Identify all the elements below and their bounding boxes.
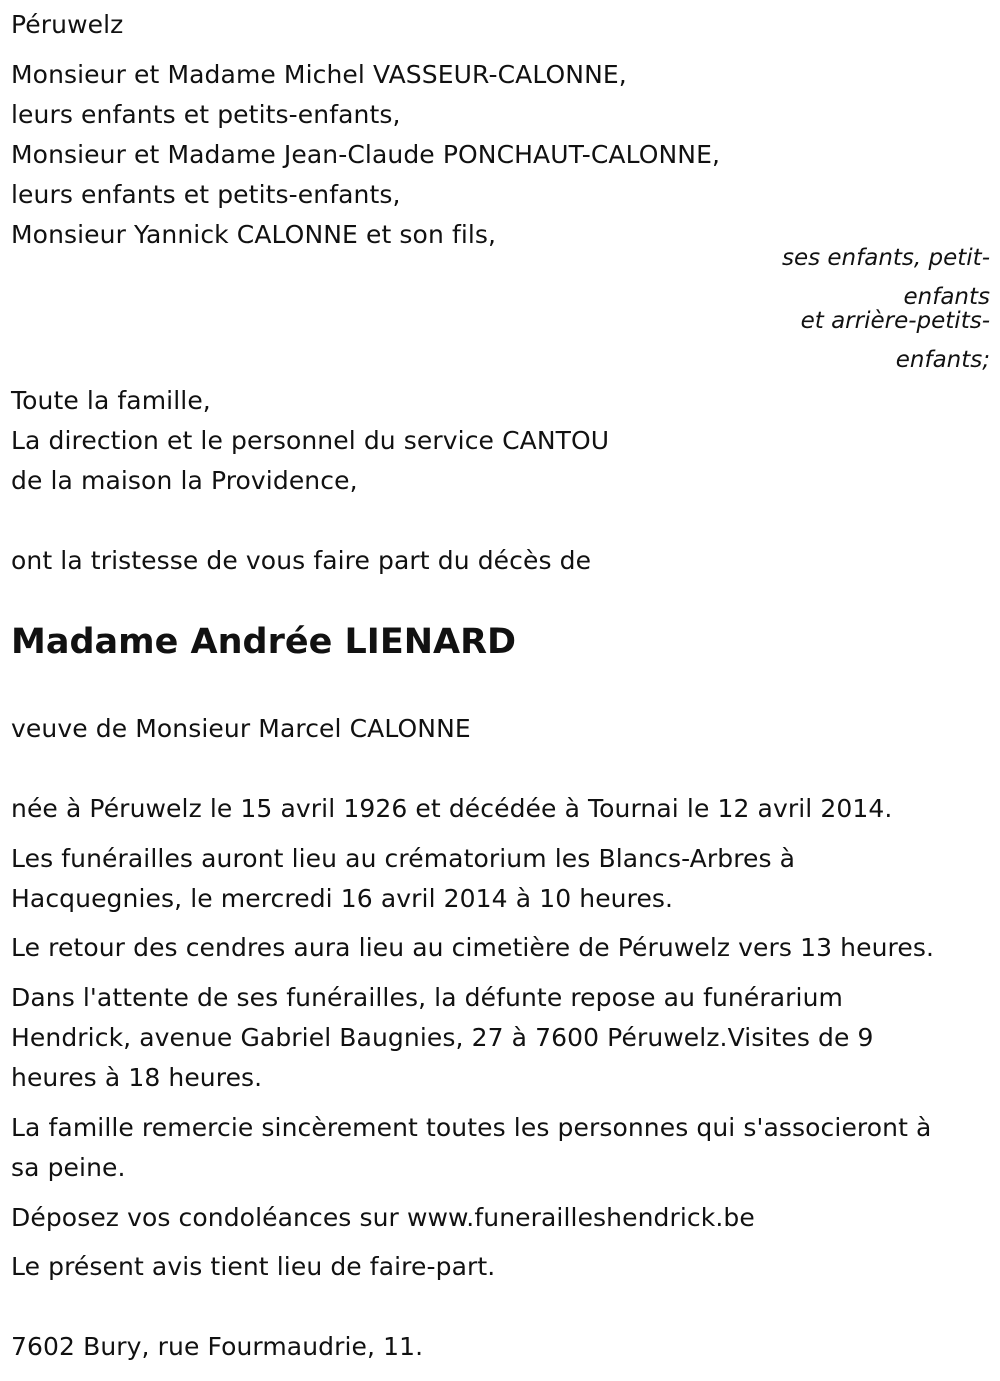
family-other-line: de la maison la Providence, xyxy=(11,466,358,495)
funeral-info-line: Les funérailles auront lieu au crématorium les Blancs-Arbres à xyxy=(11,844,796,873)
condolences-line: Déposez vos condoléances sur www.funerailleshendrick.be xyxy=(11,1203,755,1232)
announcement-text: ont la tristesse de vous faire part du décès de xyxy=(11,546,592,575)
family-address: 7602 Bury, rue Fourmaudrie, 11. xyxy=(11,1332,424,1361)
ashes-info: Le retour des cendres aura lieu au cimetière de Péruwelz vers 13 heures. xyxy=(11,933,934,962)
funerarium-info-line: Dans l'attente de ses funérailles, la défunte repose au funérarium xyxy=(11,983,843,1012)
family-line: leurs enfants et petits-enfants, xyxy=(11,180,401,209)
funerarium-info-line: Hendrick, avenue Gabriel Baugnies, 27 à 7600 Péruwelz.Visites de 9 xyxy=(11,1023,874,1052)
thanks-line: sa peine. xyxy=(11,1153,126,1182)
thanks-line: La famille remercie sincèrement toutes les personnes qui s'associeront à xyxy=(11,1113,932,1142)
notice-line: Le présent avis tient lieu de faire-part. xyxy=(11,1252,496,1281)
family-line: Monsieur et Madame Michel VASSEUR-CALONNE, xyxy=(11,60,627,89)
family-line: Monsieur et Madame Jean-Claude PONCHAUT-CALONNE, xyxy=(11,140,721,169)
place-header: Péruwelz xyxy=(11,10,124,39)
descendants-line: ses enfants, petit- xyxy=(781,245,990,271)
family-other-line: La direction et le personnel du service CANTOU xyxy=(11,426,610,455)
descendants-line: et arrière-petits- xyxy=(800,308,990,334)
funerarium-info-line: heures à 18 heures. xyxy=(11,1063,263,1092)
birth-death-dates: née à Péruwelz le 15 avril 1926 et décédée à Tournai le 12 avril 2014. xyxy=(11,794,893,823)
family-other-line: Toute la famille, xyxy=(11,386,211,415)
deceased-name: Madame Andrée LIENARD xyxy=(11,622,517,662)
descendants-line: enfants; xyxy=(895,347,990,373)
funeral-info-line: Hacquegnies, le mercredi 16 avril 2014 à 10 heures. xyxy=(11,884,674,913)
family-line: leurs enfants et petits-enfants, xyxy=(11,100,401,129)
spouse-line: veuve de Monsieur Marcel CALONNE xyxy=(11,714,471,743)
family-line: Monsieur Yannick CALONNE et son fils, xyxy=(11,220,497,249)
descendants-line: enfants xyxy=(903,284,990,310)
